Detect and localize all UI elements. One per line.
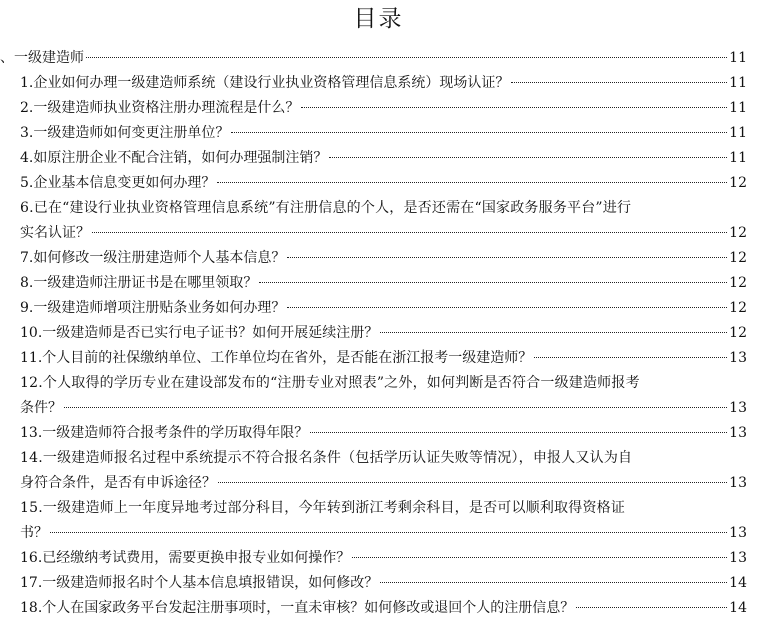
page-number: 12 (729, 325, 747, 341)
toc-item-title: 17.一级建造师报名时个人基本信息填报错误，如何修改？ (20, 575, 379, 591)
page-number: 12 (729, 225, 747, 241)
toc-item[interactable] (0, 296, 747, 321)
toc-item[interactable] (0, 446, 747, 496)
dot-leader (380, 582, 727, 583)
dot-leader (534, 357, 727, 358)
toc-item[interactable] (0, 96, 747, 121)
toc-item[interactable] (0, 571, 747, 596)
page-number: 13 (729, 400, 747, 416)
toc-item[interactable] (0, 196, 747, 246)
toc-item-title: 4.如原注册企业不配合注销，如何办理强制注销？ (20, 150, 328, 166)
page-number: 13 (729, 475, 747, 491)
toc-item[interactable] (0, 346, 747, 371)
dot-leader (310, 432, 727, 433)
page-number: 13 (729, 525, 747, 541)
page-number: 13 (729, 350, 747, 366)
dot-leader (287, 257, 727, 258)
toc-item-title: 1.企业如何办理一级建造师系统（建设行业执业资格管理信息系统）现场认证？ (20, 75, 510, 91)
dot-leader (301, 107, 727, 108)
toc-item[interactable] (0, 171, 747, 196)
toc-item[interactable] (0, 596, 747, 621)
dot-leader (231, 132, 727, 133)
toc-item-title: 2.一级建造师执业资格注册办理流程是什么？ (20, 100, 300, 116)
dot-leader (576, 607, 727, 608)
page-number: 13 (729, 425, 747, 441)
toc-item[interactable] (0, 321, 747, 346)
page-number: 12 (729, 175, 747, 191)
toc-item[interactable] (0, 121, 747, 146)
page-number: 11 (729, 100, 747, 116)
toc-item-title: 9.一级建造师增项注册贴条业务如何办理？ (20, 300, 286, 316)
toc-item-title-line1: 6.已在“建设行业执业资格管理信息系统”有注册信息的个人，是否还需在“国家政务服务平台”进行 (20, 200, 632, 216)
table-of-contents (0, 46, 747, 621)
dot-leader (217, 182, 727, 183)
dot-leader (352, 557, 727, 558)
toc-section[interactable] (0, 46, 747, 71)
page-number: 11 (729, 125, 747, 141)
page-number: 12 (729, 275, 747, 291)
toc-item-title-line2: 实名认证？ (20, 225, 90, 241)
toc-item[interactable] (0, 71, 747, 96)
toc-item[interactable] (0, 496, 747, 546)
toc-item[interactable] (0, 246, 747, 271)
page-number: 12 (729, 300, 747, 316)
toc-item[interactable] (0, 421, 747, 446)
page-number: 11 (729, 150, 747, 166)
toc-item[interactable] (0, 371, 747, 421)
page-number: 11 (729, 50, 747, 66)
toc-item-title: 16.已经缴纳考试费用，需要更换申报专业如何操作？ (20, 550, 351, 566)
dot-leader (511, 82, 727, 83)
toc-item-title: 7.如何修改一级注册建造师个人基本信息？ (20, 250, 286, 266)
toc-item-title: 8.一级建造师注册证书是在哪里领取？ (20, 275, 258, 291)
toc-item-title-line2: 书？ (20, 525, 48, 541)
dot-leader (50, 532, 727, 533)
toc-item-title-line1: 14.一级建造师报名过程中系统提示不符合报名条件（包括学历认证失败等情况），申报人又认为自 (20, 450, 633, 466)
toc-item-title-line1: 12.个人取得的学历专业在建设部发布的“注册专业对照表”之外，如何判断是否符合一级建造师报考 (20, 375, 640, 391)
toc-item-title: 11.个人目前的社保缴纳单位、工作单位均在省外，是否能在浙江报考一级建造师？ (20, 350, 533, 366)
toc-item-title: 5.企业基本信息变更如何办理？ (20, 175, 216, 191)
page-number: 14 (729, 600, 747, 616)
dot-leader (64, 407, 727, 408)
toc-item[interactable] (0, 146, 747, 171)
page-number: 13 (729, 550, 747, 566)
page-number: 12 (729, 250, 747, 266)
dot-leader (380, 332, 727, 333)
dot-leader (259, 282, 727, 283)
toc-section-title: 、一级建造师 (0, 50, 84, 66)
toc-item-title-line2: 身符合条件，是否有申诉途径？ (20, 475, 216, 491)
page-number: 11 (729, 75, 747, 91)
toc-item-title: 18.个人在国家政务平台发起注册事项时，一直未审核？如何修改或退回个人的注册信息？ (20, 600, 575, 616)
toc-item[interactable] (0, 546, 747, 571)
dot-leader (218, 482, 727, 483)
toc-item-title-line2: 条件？ (20, 400, 62, 416)
dot-leader (329, 157, 727, 158)
toc-item-title: 3.一级建造师如何变更注册单位？ (20, 125, 230, 141)
page-number: 14 (729, 575, 747, 591)
dot-leader (86, 57, 727, 58)
dot-leader (287, 307, 727, 308)
toc-item-title-line1: 15.一级建造师上一年度异地考过部分科目，今年转到浙江考剩余科目，是否可以顺利取得资格证 (20, 500, 626, 516)
toc-item[interactable] (0, 271, 747, 296)
dot-leader (92, 232, 727, 233)
toc-item-title: 13.一级建造师符合报考条件的学历取得年限？ (20, 425, 309, 441)
page-title: 目录 (353, 6, 404, 32)
toc-item-title: 10.一级建造师是否已实行电子证书？如何开展延续注册？ (20, 325, 379, 341)
